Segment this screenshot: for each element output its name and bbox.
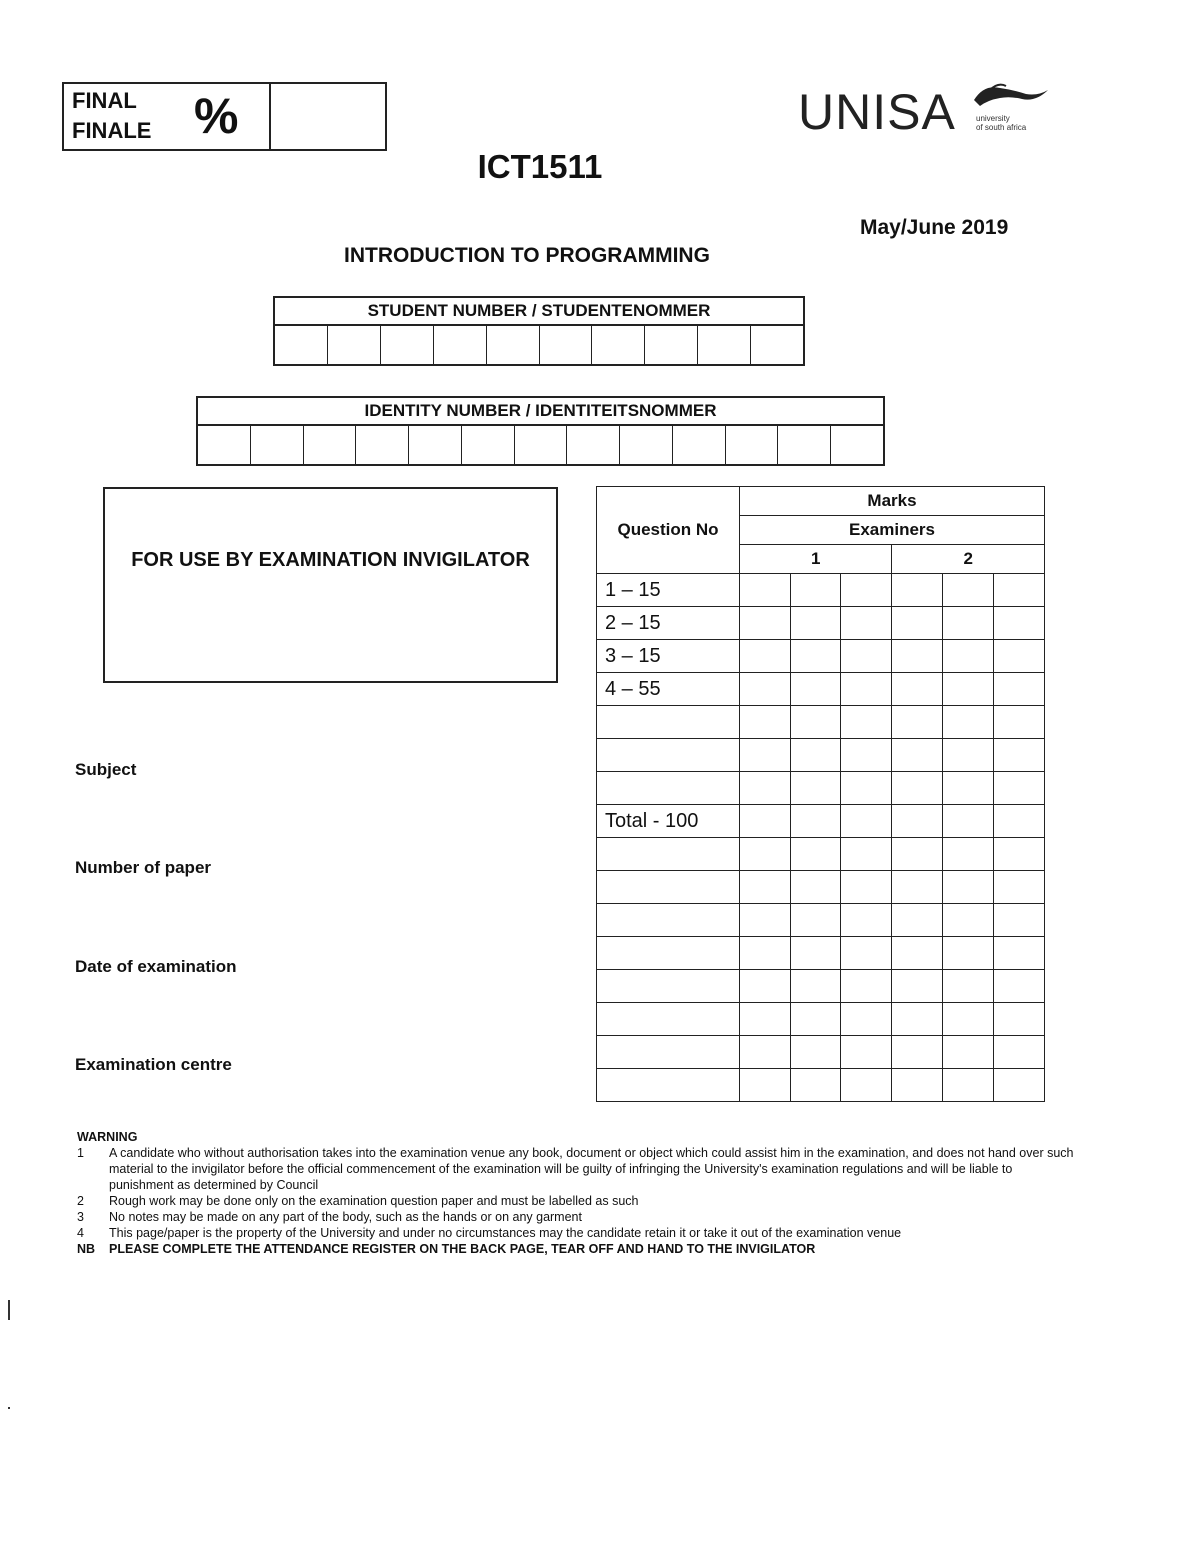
examiner-2-mark-cell[interactable] [943, 1036, 994, 1069]
examiner-1-mark-cell[interactable] [841, 1003, 892, 1036]
examiner-2-mark-cell[interactable] [943, 970, 994, 1003]
student-number-cell[interactable] [751, 326, 803, 364]
examiner-2-mark-cell[interactable] [993, 739, 1044, 772]
examiner-2-mark-cell[interactable] [943, 937, 994, 970]
examiner-1-mark-cell[interactable] [790, 937, 841, 970]
warning-item-number: 3 [77, 1210, 84, 1224]
student-number-cell[interactable] [381, 326, 434, 364]
student-number-cell[interactable] [540, 326, 593, 364]
marks-row [597, 871, 1045, 904]
warning-item [77, 1193, 1077, 1209]
question-label [597, 871, 740, 904]
marks-row [597, 772, 1045, 805]
examiner-2-mark-cell[interactable] [892, 772, 943, 805]
examiner-1-mark-cell[interactable] [740, 1036, 791, 1069]
date-of-examination-label: Date of examination [75, 957, 237, 976]
invigilator-box-label: FOR USE BY EXAMINATION INVIGILATOR [131, 549, 530, 571]
student-number-label: STUDENT NUMBER / STUDENTENOMMER [275, 298, 803, 326]
examiner-2-mark-cell[interactable] [993, 1036, 1044, 1069]
identity-number-cell[interactable] [198, 426, 251, 464]
student-number-cell[interactable] [434, 326, 487, 364]
warning-item-text: A candidate who without authorisation takes into the examination venue any book, document or object which could assist him in the examination, and does not hand over such material to the invigilator before the official commencement of the examination will be guilty of infringing the University's examination regulations and will be liable to punishment as determined by Council [109, 1146, 1074, 1192]
question-label [597, 1036, 740, 1069]
examiner-2-mark-cell[interactable] [993, 673, 1044, 706]
examiner-2-mark-cell[interactable] [892, 607, 943, 640]
examiner-1-mark-cell[interactable] [790, 772, 841, 805]
logo-tagline-line1: university [976, 114, 1010, 123]
examiner-2-mark-cell[interactable] [892, 838, 943, 871]
examiner-1-mark-cell[interactable] [790, 904, 841, 937]
examiner-1-mark-cell[interactable] [740, 937, 791, 970]
examiner-2-mark-cell[interactable] [993, 871, 1044, 904]
logo-tagline [976, 114, 1026, 132]
identity-number-cell[interactable] [462, 426, 515, 464]
examiner-1-mark-cell[interactable] [841, 904, 892, 937]
subject-label: Subject [75, 760, 137, 779]
examiner-2-mark-cell[interactable] [943, 904, 994, 937]
final-mark-box [62, 82, 387, 151]
question-label [597, 904, 740, 937]
finale-label: FINALE [72, 118, 152, 143]
marks-row [597, 640, 1045, 673]
examiner-1-mark-cell[interactable] [790, 574, 841, 607]
examiner-1-mark-cell[interactable] [841, 772, 892, 805]
identity-number-cell[interactable] [251, 426, 304, 464]
question-label [597, 706, 740, 739]
examiner-1-mark-cell[interactable] [841, 937, 892, 970]
examiner-2-mark-cell[interactable] [943, 1003, 994, 1036]
examiner-1-mark-cell[interactable] [790, 739, 841, 772]
question-label: 4 – 55 [597, 673, 740, 706]
question-label: 1 – 15 [597, 574, 740, 607]
examiner-2-mark-cell[interactable] [943, 1069, 994, 1102]
student-number-cell[interactable] [328, 326, 381, 364]
student-number-cell[interactable] [275, 326, 328, 364]
examiner-1-mark-cell[interactable] [841, 574, 892, 607]
examiner-2-mark-cell[interactable] [993, 838, 1044, 871]
nb-note [77, 1241, 1077, 1257]
examiner-2-mark-cell[interactable] [892, 1003, 943, 1036]
marks-header: Marks [740, 487, 1045, 516]
warning-item-number: 4 [77, 1226, 84, 1240]
identity-number-cell[interactable] [304, 426, 357, 464]
marks-row [597, 673, 1045, 706]
examiner-1-mark-cell[interactable] [841, 607, 892, 640]
examiner-1-mark-cell[interactable] [740, 1069, 791, 1102]
examiner-2-header: 2 [892, 545, 1045, 574]
examiner-2-mark-cell[interactable] [943, 574, 994, 607]
marks-row [597, 838, 1045, 871]
nb-prefix: NB [77, 1242, 96, 1256]
examiner-1-mark-cell[interactable] [841, 805, 892, 838]
logo-wordmark: UNISA [798, 84, 956, 140]
unisa-logo [798, 80, 1050, 140]
examiner-2-mark-cell[interactable] [993, 805, 1044, 838]
identity-number-cell[interactable] [356, 426, 409, 464]
student-number-cell[interactable] [592, 326, 645, 364]
examiner-1-mark-cell[interactable] [790, 1003, 841, 1036]
warning-item-number: 2 [77, 1194, 84, 1208]
question-label: 2 – 15 [597, 607, 740, 640]
examiner-1-mark-cell[interactable] [790, 1036, 841, 1069]
examiner-1-mark-cell[interactable] [740, 1003, 791, 1036]
identity-number-grid [196, 396, 885, 466]
examiner-2-mark-cell[interactable] [993, 937, 1044, 970]
examiner-2-mark-cell[interactable] [892, 739, 943, 772]
examiner-2-mark-cell[interactable] [943, 640, 994, 673]
examiner-1-mark-cell[interactable] [841, 1036, 892, 1069]
examiner-2-mark-cell[interactable] [892, 706, 943, 739]
identity-number-cell[interactable] [831, 426, 883, 464]
question-label [597, 1069, 740, 1102]
examiner-1-mark-cell[interactable] [841, 1069, 892, 1102]
examiner-2-mark-cell[interactable] [993, 772, 1044, 805]
marks-row [597, 904, 1045, 937]
invigilator-box [103, 487, 558, 683]
examiner-2-mark-cell[interactable] [943, 673, 994, 706]
examiner-2-mark-cell[interactable] [943, 607, 994, 640]
question-label [597, 1003, 740, 1036]
examiner-1-mark-cell[interactable] [740, 805, 791, 838]
examiner-1-mark-cell[interactable] [740, 904, 791, 937]
course-code: ICT1511 [477, 148, 603, 185]
warning-item [77, 1209, 1077, 1225]
examiner-2-mark-cell[interactable] [993, 574, 1044, 607]
warning-item-text: This page/paper is the property of the University and under no circumstances may the candidate retain it or take it out of the examination venue [109, 1226, 902, 1240]
examiner-1-mark-cell[interactable] [790, 970, 841, 1003]
examiner-1-mark-cell[interactable] [790, 706, 841, 739]
examination-centre-label: Examination centre [75, 1055, 232, 1074]
warning-item [77, 1145, 1077, 1193]
examiner-2-mark-cell[interactable] [943, 838, 994, 871]
examiner-1-header: 1 [740, 545, 892, 574]
examiner-1-mark-cell[interactable] [841, 673, 892, 706]
student-number-cells [275, 326, 803, 364]
examiner-1-mark-cell[interactable] [740, 640, 791, 673]
number-of-paper-label: Number of paper [75, 858, 212, 877]
course-title: INTRODUCTION TO PROGRAMMING [344, 244, 710, 267]
marks-row [597, 1069, 1045, 1102]
identity-number-cell[interactable] [409, 426, 462, 464]
identity-number-cell[interactable] [567, 426, 620, 464]
examiner-1-mark-cell[interactable] [841, 706, 892, 739]
marks-row [597, 937, 1045, 970]
examiner-1-mark-cell[interactable] [790, 805, 841, 838]
question-label [597, 970, 740, 1003]
marks-table-body [597, 574, 1045, 1102]
marks-row [597, 1036, 1045, 1069]
examiner-1-mark-cell[interactable] [841, 739, 892, 772]
examiner-1-mark-cell[interactable] [740, 607, 791, 640]
nb-text: PLEASE COMPLETE THE ATTENDANCE REGISTER ON THE BACK PAGE, TEAR OFF AND HAND TO THE INVIGILATOR [109, 1242, 816, 1256]
examiner-2-mark-cell[interactable] [993, 706, 1044, 739]
question-label: 3 – 15 [597, 640, 740, 673]
logo-bird-icon [970, 80, 1050, 110]
student-number-cell[interactable] [645, 326, 698, 364]
examiner-2-mark-cell[interactable] [892, 871, 943, 904]
examiner-1-mark-cell[interactable] [790, 640, 841, 673]
marks-row [597, 607, 1045, 640]
identity-number-cell[interactable] [515, 426, 568, 464]
examiner-2-mark-cell[interactable] [993, 1069, 1044, 1102]
marks-row [597, 970, 1045, 1003]
examiner-2-mark-cell[interactable] [892, 937, 943, 970]
examiner-2-mark-cell[interactable] [943, 871, 994, 904]
examiner-1-mark-cell[interactable] [790, 838, 841, 871]
warning-item-number: 1 [77, 1146, 84, 1160]
examiner-2-mark-cell[interactable] [993, 1003, 1044, 1036]
examiner-1-mark-cell[interactable] [740, 574, 791, 607]
question-label [597, 772, 740, 805]
identity-number-label: IDENTITY NUMBER / IDENTITEITSNOMMER [198, 398, 883, 426]
examiner-2-mark-cell[interactable] [943, 706, 994, 739]
student-number-grid [273, 296, 805, 366]
examiners-header: Examiners [740, 516, 1045, 545]
examiner-2-mark-cell[interactable] [892, 970, 943, 1003]
warning-title: WARNING [77, 1130, 138, 1144]
examiner-2-mark-cell[interactable] [892, 1036, 943, 1069]
examiner-2-mark-cell[interactable] [943, 772, 994, 805]
question-label [597, 838, 740, 871]
question-label: Total - 100 [597, 805, 740, 838]
examiner-1-mark-cell[interactable] [740, 739, 791, 772]
examiner-2-mark-cell[interactable] [892, 640, 943, 673]
examiner-2-mark-cell[interactable] [892, 574, 943, 607]
final-box-divider [269, 84, 271, 149]
examiner-2-mark-cell[interactable] [892, 673, 943, 706]
marks-table [596, 486, 1045, 1102]
examiner-1-mark-cell[interactable] [740, 673, 791, 706]
final-label: FINAL [72, 88, 137, 113]
identity-number-cell[interactable] [778, 426, 831, 464]
examiner-2-mark-cell[interactable] [993, 904, 1044, 937]
warning-item-text: No notes may be made on any part of the body, such as the hands or on any garment [109, 1210, 582, 1224]
question-label [597, 739, 740, 772]
examiner-1-mark-cell[interactable] [790, 673, 841, 706]
question-no-header: Question No [597, 487, 740, 574]
identity-number-cells [198, 426, 883, 464]
warning-section [77, 1129, 1077, 1257]
scan-mark [8, 1407, 10, 1409]
examiner-2-mark-cell[interactable] [943, 739, 994, 772]
examiner-1-mark-cell[interactable] [790, 871, 841, 904]
examiner-1-mark-cell[interactable] [740, 970, 791, 1003]
examiner-1-mark-cell[interactable] [841, 838, 892, 871]
marks-row [597, 739, 1045, 772]
examiner-2-mark-cell[interactable] [993, 970, 1044, 1003]
examiner-1-mark-cell[interactable] [740, 706, 791, 739]
warning-item [77, 1225, 1077, 1241]
marks-row [597, 805, 1045, 838]
warning-item-text: Rough work may be done only on the examination question paper and must be labelled as such [109, 1194, 639, 1208]
exam-date: May/June 2019 [860, 216, 1009, 239]
examiner-1-mark-cell[interactable] [841, 640, 892, 673]
examiner-1-mark-cell[interactable] [740, 772, 791, 805]
identity-number-cell[interactable] [726, 426, 779, 464]
examiner-2-mark-cell[interactable] [892, 1069, 943, 1102]
examiner-2-mark-cell[interactable] [892, 904, 943, 937]
scan-mark [8, 1300, 10, 1320]
examiner-2-mark-cell[interactable] [892, 805, 943, 838]
marks-row [597, 1003, 1045, 1036]
examiner-1-mark-cell[interactable] [740, 838, 791, 871]
identity-number-cell[interactable] [673, 426, 726, 464]
marks-row [597, 706, 1045, 739]
examiner-2-mark-cell[interactable] [993, 640, 1044, 673]
student-number-cell[interactable] [698, 326, 751, 364]
examiner-1-mark-cell[interactable] [841, 970, 892, 1003]
examiner-2-mark-cell[interactable] [943, 805, 994, 838]
examiner-2-mark-cell[interactable] [993, 607, 1044, 640]
examiner-1-mark-cell[interactable] [841, 871, 892, 904]
percent-symbol: % [194, 88, 239, 144]
student-number-cell[interactable] [487, 326, 540, 364]
logo-tagline-line2: of south africa [976, 123, 1027, 132]
examiner-1-mark-cell[interactable] [790, 607, 841, 640]
identity-number-cell[interactable] [620, 426, 673, 464]
marks-row [597, 574, 1045, 607]
question-label [597, 937, 740, 970]
examiner-1-mark-cell[interactable] [740, 871, 791, 904]
examiner-1-mark-cell[interactable] [790, 1069, 841, 1102]
